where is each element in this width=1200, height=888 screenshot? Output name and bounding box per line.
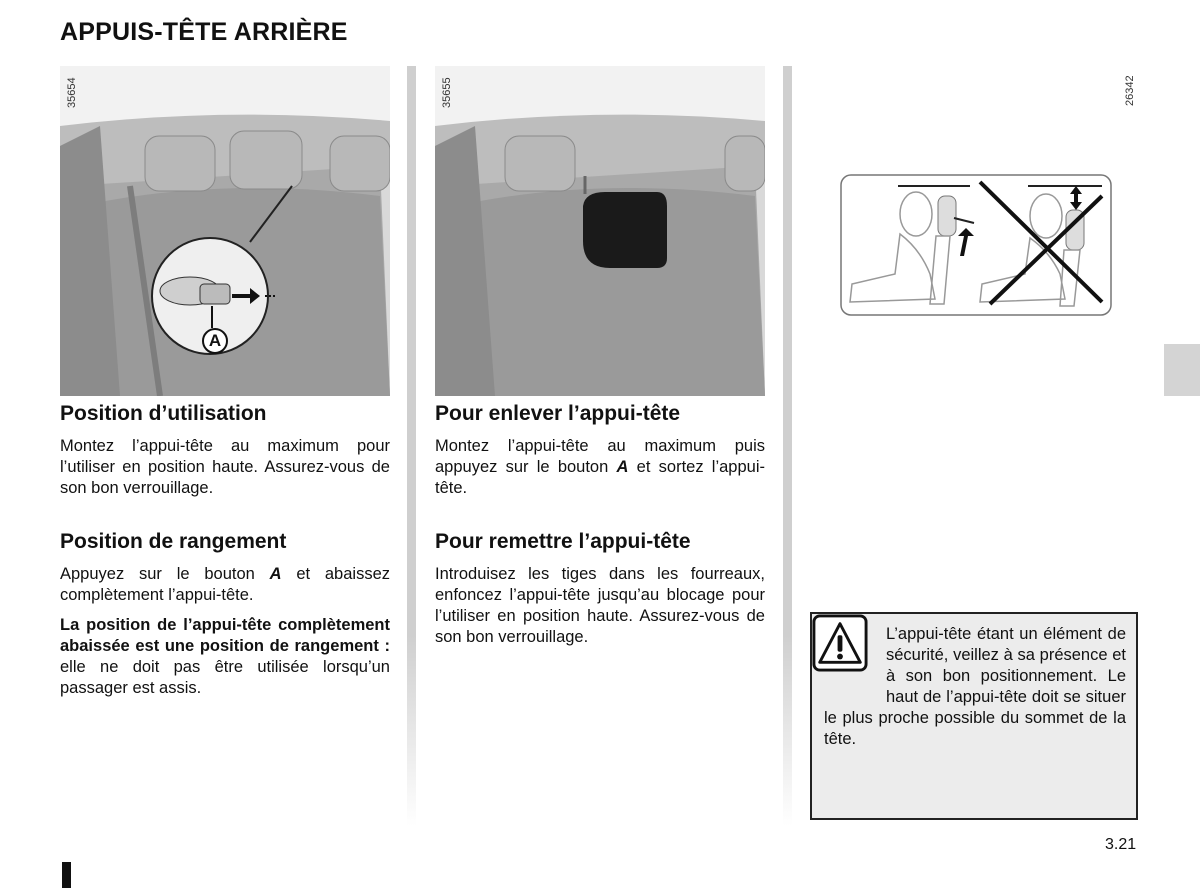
headrest-position-diagram [840, 174, 1112, 316]
heading-enlever-appui-tete: Pour enlever l’appui-tête [435, 402, 681, 425]
warning-text: L’appui-tête étant un élément de sécurité, veillez à sa présence et à son bon positionnement. Le haut de l’appui-tête doit se situer le plus proche possible du sommet de la tête. [824, 625, 1126, 748]
image-reference-number: 26342 [1124, 75, 1136, 106]
paragraph-remettre-appui-tete: Introduisez les tiges dans les fourreaux, enfoncez l’appui-tête jusqu’au blocage pour l’utiliser en position haute. Assurez-vous de son bon verrouillage. [435, 565, 765, 646]
image-reference-number: 35654 [66, 77, 78, 108]
callout-label-a: A [202, 328, 228, 354]
paragraph-position-utilisation: Montez l’appui-tête au maximum pour l’utiliser en position haute. Assurez-vous de son bon verrouillage. [60, 437, 390, 497]
chapter-tab [1164, 344, 1200, 396]
heading-position-utilisation: Position d’utilisation [60, 402, 267, 425]
page-number: 3.21 [1105, 836, 1137, 853]
column-divider [407, 66, 416, 826]
column-divider [783, 66, 792, 826]
image-reference-number: 35655 [441, 77, 453, 108]
paragraph-rangement-warning: La position de l’appui-tête complètement abaissée est une position de rangement : elle ne doit pas être utilisée lorsqu’un passager est assis. [60, 616, 390, 697]
page-corner-mark [62, 862, 71, 888]
rear-seat-photo-headrest [435, 66, 765, 396]
page-title: APPUIS-TÊTE ARRIÈRE [60, 18, 348, 46]
paragraph-position-rangement: Appuyez sur le bouton A et abaissez complètement l’appui-tête. [60, 565, 390, 604]
paragraph-enlever-appui-tete: Montez l’appui-tête au maximum puis appuyez sur le bouton A et sortez l’appui-tête. [435, 437, 765, 497]
safety-warning-box [810, 612, 1138, 820]
heading-remettre-appui-tete: Pour remettre l’appui-tête [435, 530, 691, 553]
rear-seat-photo-button-a [60, 66, 390, 396]
heading-position-rangement: Position de rangement [60, 530, 287, 553]
